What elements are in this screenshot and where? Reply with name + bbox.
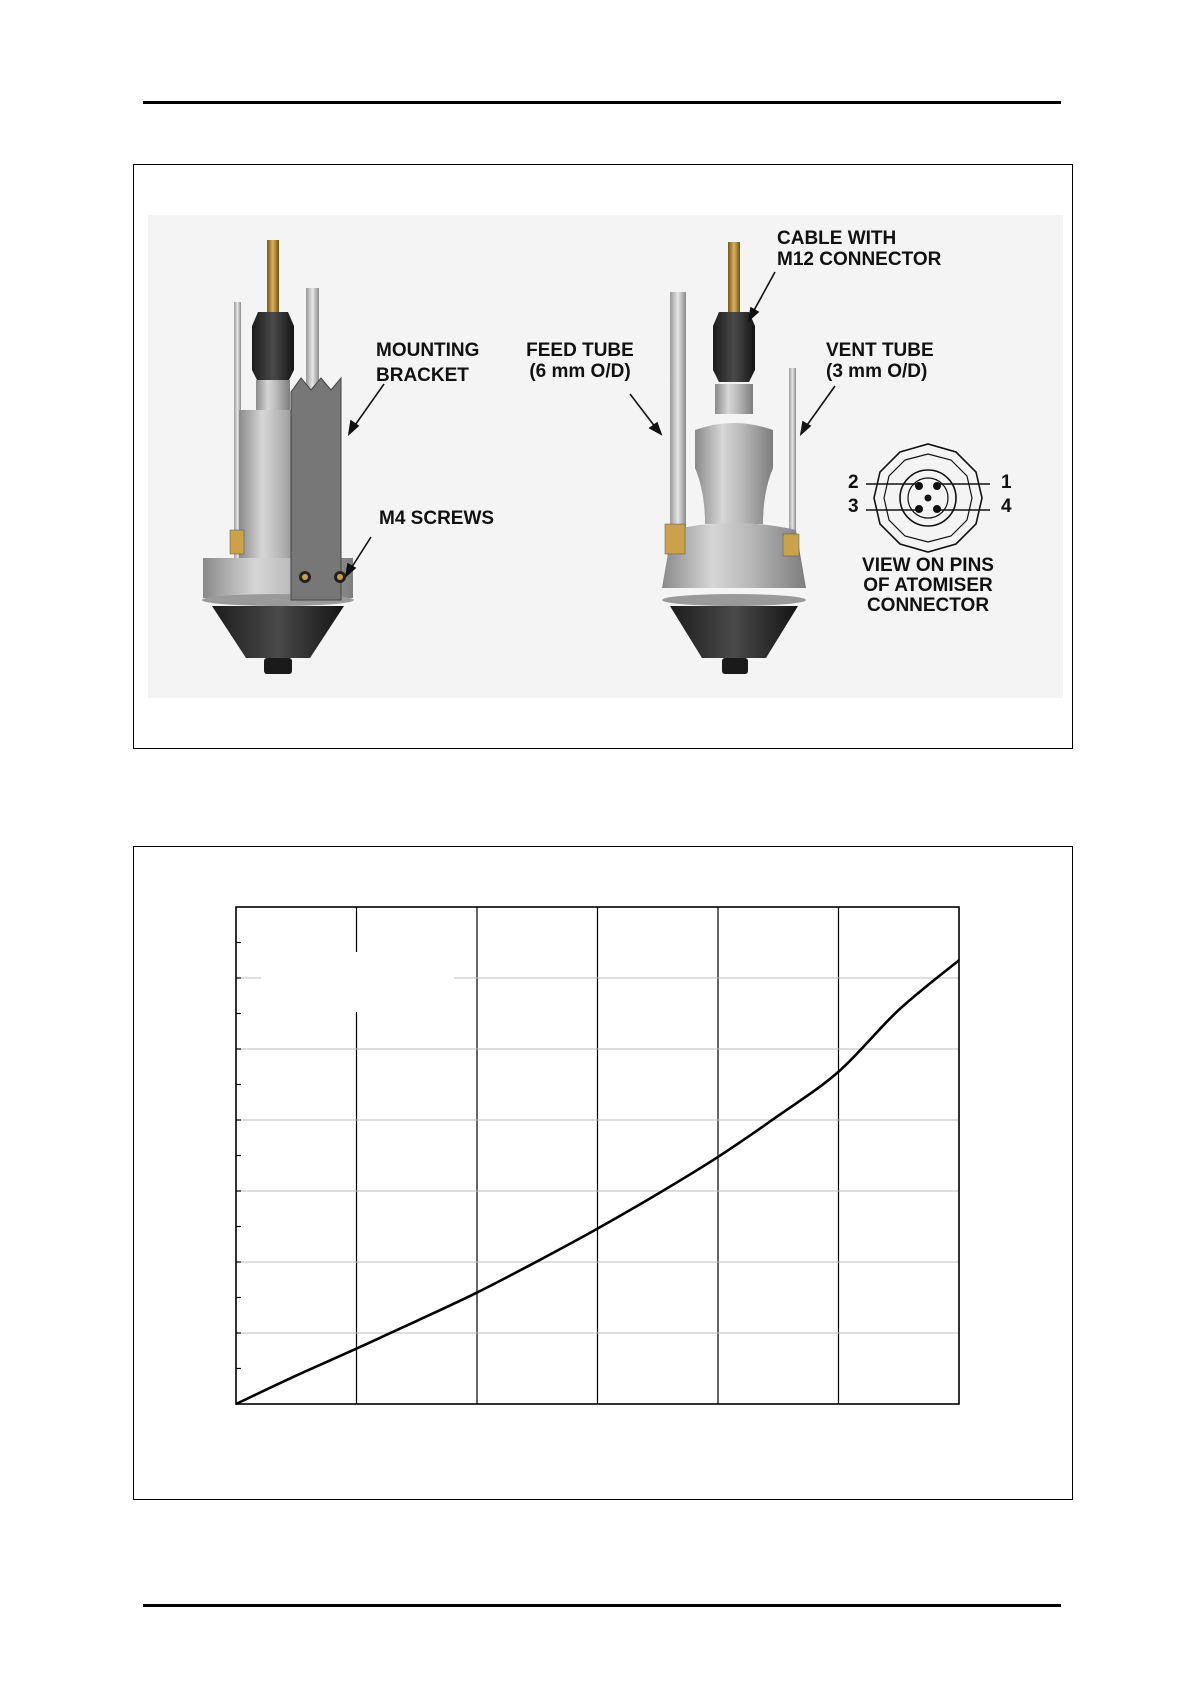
label-pin-view-line3: CONNECTOR	[866, 595, 990, 616]
label-m4-screws: M4 SCREWS	[379, 508, 495, 529]
footer-rule	[143, 1604, 1061, 1607]
label-mounting-bracket-line2: BRACKET	[376, 365, 469, 386]
label-vent-tube-line1: VENT TUBE	[826, 340, 934, 361]
label-feed-tube-line2: (6 mm O/D)	[529, 361, 631, 382]
label-cable-line1: CABLE WITH	[777, 228, 897, 249]
label-feed-tube-line1: FEED TUBE	[526, 340, 634, 361]
label-cable-line2: M12 CONNECTOR	[777, 249, 942, 270]
chart-blank-patch	[261, 952, 454, 1012]
pin-label-4: 4	[1001, 496, 1012, 517]
pin-label-1: 1	[1001, 472, 1012, 493]
label-mounting-bracket-line1: MOUNTING	[376, 340, 480, 361]
label-pin-view-line2: OF ATOMISER	[863, 575, 993, 596]
pin-label-3: 3	[848, 496, 859, 517]
label-vent-tube-line2: (3 mm O/D)	[826, 361, 928, 382]
pin-label-2: 2	[848, 472, 859, 493]
label-pin-view-line1: VIEW ON PINS	[862, 555, 994, 576]
